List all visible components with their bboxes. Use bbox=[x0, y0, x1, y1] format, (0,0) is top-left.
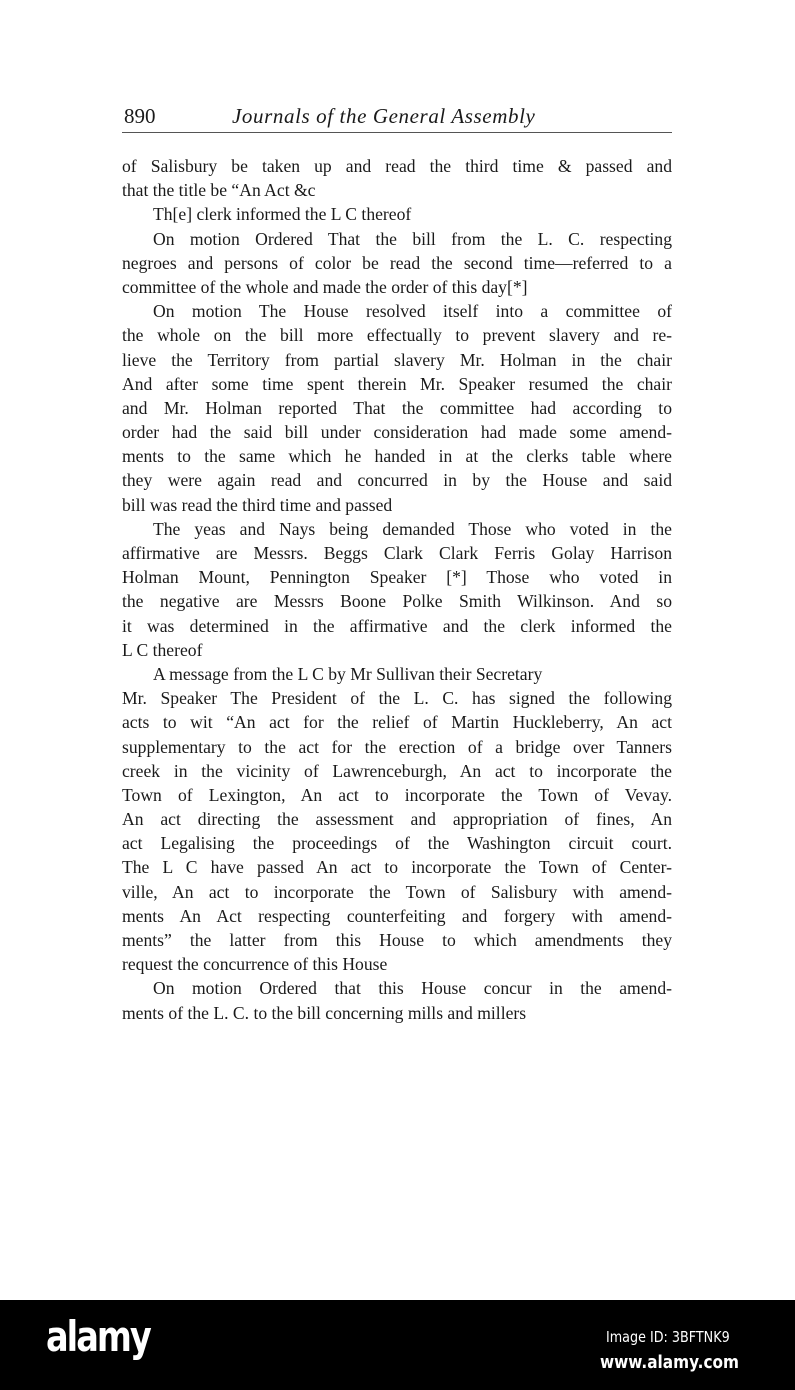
text-line: The yeas and Nays being demanded Those who voted in the bbox=[153, 518, 672, 539]
text-line: ments” the latter from this House to which amendments they bbox=[122, 930, 672, 950]
text-line: Mr. Speaker The President of the L. C. has signed the following bbox=[122, 688, 672, 709]
text-line: order had the said bill under consideration had made some amend- bbox=[122, 422, 672, 443]
page-number: 890 bbox=[124, 104, 156, 128]
alamy-logo: alamy bbox=[46, 1312, 150, 1361]
text-line: supplementary to the act for the erection of a bridge over Tanners bbox=[122, 736, 672, 757]
header-rule bbox=[122, 132, 672, 133]
page-header bbox=[122, 104, 672, 132]
text-line: On motion Ordered that this House concur in the amend- bbox=[153, 978, 672, 999]
text-line: An act directing the assessment and appropriation of fines, An bbox=[122, 809, 672, 830]
text-line: A message from the L C by Mr Sullivan their Secretary bbox=[153, 663, 543, 684]
text-line: creek in the vicinity of Lawrenceburgh, An act to incorporate the bbox=[122, 760, 672, 781]
text-line: And after some time spent therein Mr. Speaker resumed the chair bbox=[122, 373, 672, 394]
text-line: acts to wit “An act for the relief of Martin Huckleberry, An act bbox=[122, 712, 672, 733]
text-line: Holman Mount, Pennington Speaker [*] Those who voted in bbox=[122, 567, 672, 588]
text-line: affirmative are Messrs. Beggs Clark Clark Ferris Golay Harrison bbox=[122, 543, 672, 563]
watermark-banner bbox=[0, 1300, 795, 1390]
running-title: Journals of the General Assembly bbox=[232, 104, 536, 128]
text-line: On motion The House resolved itself into a committee of bbox=[153, 301, 672, 322]
text-line: it was determined in the affirmative and the clerk informed the bbox=[122, 615, 672, 636]
text-line: On motion Ordered That the bill from the L. C. respecting bbox=[153, 228, 672, 249]
text-line: ments to the same which he handed in at the clerks table where bbox=[122, 446, 672, 467]
text-line: the whole on the bill more effectually to prevent slavery and re- bbox=[122, 325, 672, 346]
text-line: ments of the L. C. to the bill concerning mills and millers bbox=[122, 1002, 527, 1023]
text-line: ments An Act respecting counterfeiting and forgery with amend- bbox=[122, 905, 672, 926]
text-line: bill was read the third time and passed bbox=[122, 494, 393, 515]
text-line: committee of the whole and made the order of this day[*] bbox=[122, 276, 528, 297]
text-line: L C thereof bbox=[122, 639, 203, 660]
site-url: www.alamy.com bbox=[600, 1352, 739, 1373]
text-line: of Salisbury be taken up and read the third time & passed and bbox=[122, 156, 672, 176]
text-line: and Mr. Holman reported That the committee had according to bbox=[122, 397, 672, 418]
text-line: the negative are Messrs Boone Polke Smith Wilkinson. And so bbox=[122, 591, 672, 612]
text-line: negroes and persons of color be read the second time—referred to a bbox=[122, 252, 672, 273]
text-line: lieve the Territory from partial slavery Mr. Holman in the chair bbox=[122, 349, 672, 370]
text-line: that the title be “An Act &c bbox=[122, 180, 316, 201]
text-line: request the concurrence of this House bbox=[122, 954, 388, 975]
text-line: act Legalising the proceedings of the Washington circuit court. bbox=[122, 833, 672, 854]
text-line: ville, An act to incorporate the Town of Salisbury with amend- bbox=[122, 881, 672, 902]
text-line: they were again read and concurred in by the House and said bbox=[122, 470, 672, 491]
text-line: The L C have passed An act to incorporate the Town of Center- bbox=[122, 857, 672, 878]
text-line: Town of Lexington, An act to incorporate the Town of Vevay. bbox=[122, 784, 672, 805]
body-text bbox=[122, 154, 672, 1025]
image-id: Image ID: 3BFTNK9 bbox=[606, 1328, 730, 1346]
text-line: Th[e] clerk informed the L C thereof bbox=[153, 204, 412, 225]
